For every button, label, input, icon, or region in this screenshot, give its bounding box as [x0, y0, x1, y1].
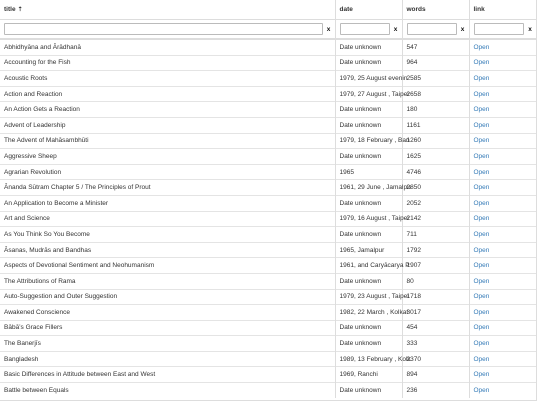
link-cell [469, 383, 536, 398]
title-cell: An Application to Become a Minister [0, 195, 335, 211]
title-cell: Art and Science [0, 211, 335, 227]
words-cell: 333 [402, 336, 469, 352]
date-cell: 1961, and Caryācarya P [335, 258, 402, 274]
table-row [0, 180, 536, 196]
words-cell: 80 [402, 273, 469, 289]
title-cell: The Banerjīs [0, 336, 335, 352]
title-cell: An Action Gets a Reaction [0, 102, 335, 118]
words-cell: 1161 [402, 117, 469, 133]
link-filter-input[interactable] [474, 23, 525, 35]
title-cell: Battle between Equals [0, 383, 335, 398]
date-cell: Date unknown [335, 195, 402, 211]
link-cell [469, 55, 536, 71]
title-cell: Aspects of Devotional Sentiment and Neohumanism [0, 258, 335, 274]
link-cell [469, 211, 536, 227]
open-link[interactable]: Open [473, 137, 490, 145]
date-cell: 1979, 25 August evenin [335, 71, 402, 87]
table-row [0, 258, 536, 274]
date-cell: Date unknown [335, 55, 402, 71]
link-cell [469, 180, 536, 196]
link-cell [469, 39, 536, 55]
date-cell: 1969, Ranchi [335, 367, 402, 383]
words-cell: 2370 [402, 351, 469, 367]
link-cell [469, 305, 536, 321]
open-link[interactable]: Open [473, 184, 490, 192]
date-cell: 1979, 16 August , Taipei [335, 211, 402, 227]
words-cell: 1625 [402, 149, 469, 165]
link-cell [469, 336, 536, 352]
open-link[interactable]: Open [473, 74, 490, 82]
clear-words-filter-button[interactable]: x [460, 25, 465, 33]
link-cell [469, 149, 536, 165]
column-header-link[interactable] [469, 0, 536, 20]
table-row [0, 39, 536, 55]
title-cell: Awakened Conscience [0, 305, 335, 321]
title-cell: Āsanas, Mudrās and Bandhas [0, 242, 335, 258]
link-cell [469, 289, 536, 305]
date-cell: Date unknown [335, 320, 402, 336]
table-row [0, 102, 536, 118]
date-cell: Date unknown [335, 383, 402, 398]
filter-cell-link [469, 20, 536, 40]
date-cell: 1989, 13 February , Kolk [335, 351, 402, 367]
date-cell: Date unknown [335, 117, 402, 133]
words-cell: 4746 [402, 164, 469, 180]
column-header-label: date [339, 6, 353, 13]
date-cell: 1979, 18 February , Ban [335, 133, 402, 149]
title-cell: Bangladesh [0, 351, 335, 367]
open-link[interactable]: Open [473, 293, 490, 301]
table-row [0, 86, 536, 102]
link-cell [469, 273, 536, 289]
words-cell: 3017 [402, 305, 469, 321]
header-row [0, 0, 536, 20]
open-link[interactable]: Open [473, 230, 490, 238]
column-header-label: title [4, 6, 16, 13]
table-row [0, 351, 536, 367]
date-cell: 1961, 29 June , Jamalpu [335, 180, 402, 196]
table-row [0, 367, 536, 383]
link-cell [469, 102, 536, 118]
date-cell: Date unknown [335, 273, 402, 289]
open-link[interactable]: Open [473, 262, 490, 270]
title-cell: Advent of Leadership [0, 117, 335, 133]
table-row [0, 273, 536, 289]
open-link[interactable]: Open [473, 199, 490, 207]
words-cell: 894 [402, 367, 469, 383]
open-link[interactable]: Open [473, 152, 490, 160]
link-cell [469, 195, 536, 211]
link-cell [469, 258, 536, 274]
link-cell [469, 367, 536, 383]
link-cell [469, 133, 536, 149]
title-cell: As You Think So You Become [0, 227, 335, 243]
words-cell: 236 [402, 383, 469, 398]
table-row [0, 227, 536, 243]
open-link[interactable]: Open [473, 340, 490, 348]
open-link[interactable]: Open [473, 215, 490, 223]
title-cell: Acoustic Roots [0, 71, 335, 87]
title-cell: The Attributions of Rama [0, 273, 335, 289]
filter-cell-words [402, 20, 469, 40]
words-cell: 2142 [402, 211, 469, 227]
filter-cell-date [335, 20, 402, 40]
table-row [0, 117, 536, 133]
words-cell: 1718 [402, 289, 469, 305]
open-link[interactable]: Open [473, 43, 490, 51]
words-cell: 180 [402, 102, 469, 118]
link-cell [469, 117, 536, 133]
date-cell: Date unknown [335, 39, 402, 55]
words-cell: 964 [402, 55, 469, 71]
link-cell [469, 242, 536, 258]
date-cell: Date unknown [335, 102, 402, 118]
words-cell: 711 [402, 227, 469, 243]
title-cell: Ānanda Sūtram Chapter 5 / The Principles of Prout [0, 180, 335, 196]
table-row [0, 55, 536, 71]
clear-link-filter-button[interactable]: x [528, 25, 532, 33]
date-cell: Date unknown [335, 149, 402, 165]
words-cell: 2052 [402, 195, 469, 211]
table-row [0, 164, 536, 180]
words-cell: 1907 [402, 258, 469, 274]
date-cell: 1965, Jamalpur [335, 242, 402, 258]
date-cell: 1982, 22 March , Kolkat [335, 305, 402, 321]
title-cell: The Advent of Mahāsambhūti [0, 133, 335, 149]
title-cell: Aggressive Sheep [0, 149, 335, 165]
table-row [0, 71, 536, 87]
table-body [0, 39, 536, 398]
words-cell: 2658 [402, 86, 469, 102]
table-row [0, 320, 536, 336]
title-cell: Agrarian Revolution [0, 164, 335, 180]
clear-title-filter-button[interactable]: x [326, 25, 331, 33]
open-link[interactable]: Open [473, 308, 490, 316]
open-link[interactable]: Open [473, 371, 490, 379]
link-cell [469, 71, 536, 87]
date-cell: 1979, 23 August , Taipei [335, 289, 402, 305]
open-link[interactable]: Open [473, 59, 490, 67]
date-cell: Date unknown [335, 227, 402, 243]
open-link[interactable]: Open [473, 324, 490, 332]
title-cell: Action and Reaction [0, 86, 335, 102]
words-cell: 1260 [402, 133, 469, 149]
clear-date-filter-button[interactable]: x [393, 25, 398, 33]
table-row [0, 242, 536, 258]
date-filter-input[interactable] [340, 23, 390, 35]
open-link[interactable]: Open [473, 121, 490, 129]
link-cell [469, 227, 536, 243]
table-row [0, 289, 536, 305]
table-row [0, 383, 536, 398]
title-cell: Basic Differences in Attitude between East and West [0, 367, 335, 383]
words-cell: 547 [402, 39, 469, 55]
open-link[interactable]: Open [473, 106, 490, 114]
table-row [0, 149, 536, 165]
column-header-label: words [406, 6, 426, 13]
link-cell [469, 164, 536, 180]
words-cell: 2850 [402, 180, 469, 196]
table-row [0, 195, 536, 211]
table-row [0, 133, 536, 149]
open-link[interactable]: Open [473, 90, 490, 98]
words-cell: 454 [402, 320, 469, 336]
column-header-date[interactable] [335, 0, 402, 20]
title-cell: Accounting for the Fish [0, 55, 335, 71]
title-cell: Auto-Suggestion and Outer Suggestion [0, 289, 335, 305]
column-header-words[interactable] [402, 0, 469, 20]
words-cell: 1792 [402, 242, 469, 258]
title-cell: Bābā’s Grace Fillers [0, 320, 335, 336]
date-cell: 1979, 27 August , Taipei [335, 86, 402, 102]
open-link[interactable]: Open [473, 168, 490, 176]
words-cell: 2585 [402, 71, 469, 87]
open-link[interactable]: Open [473, 355, 490, 363]
title-cell: Abhidhyāna and Ārādhanā [4, 43, 81, 51]
open-link[interactable]: Open [473, 386, 490, 394]
column-header-title[interactable] [0, 0, 335, 20]
date-cell: Date unknown [335, 336, 402, 352]
table-row [0, 211, 536, 227]
link-cell [469, 320, 536, 336]
open-link[interactable]: Open [473, 277, 490, 285]
sort-ascending-icon[interactable]: ⇡ [17, 7, 23, 13]
open-link[interactable]: Open [473, 246, 490, 254]
filter-cell-title [0, 20, 335, 40]
words-filter-input[interactable] [407, 23, 457, 35]
table-row [0, 336, 536, 352]
column-header-label: link [473, 6, 485, 13]
title-filter-input[interactable] [4, 23, 323, 35]
link-cell [469, 86, 536, 102]
link-cell [469, 351, 536, 367]
filter-row [0, 20, 536, 40]
date-cell: 1965 [335, 164, 402, 180]
table-row [0, 305, 536, 321]
